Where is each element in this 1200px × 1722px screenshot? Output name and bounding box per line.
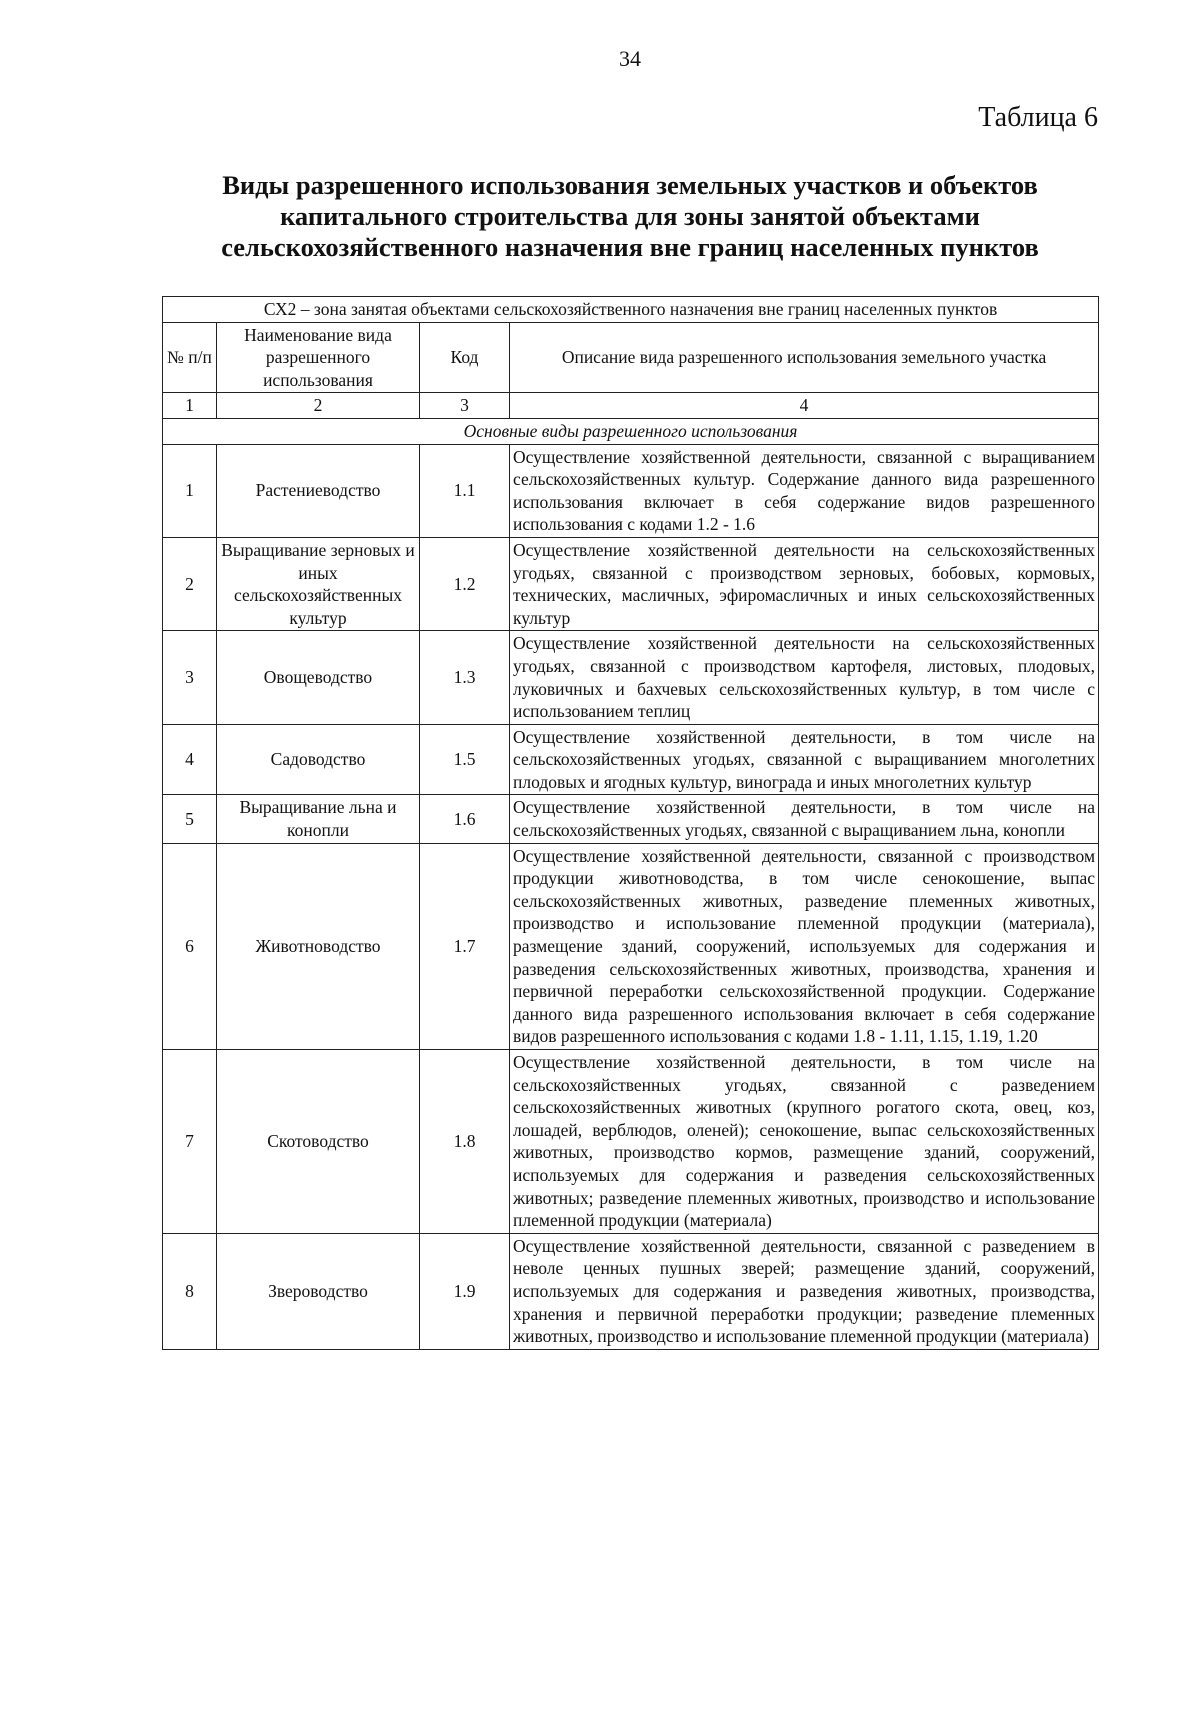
use-description: Осуществление хозяйственной деятельности, в том числе на сельскохозяйственных угодьях, связанной с разведением сельскохозяйственных животных (крупного рогатого скота, овец, коз, лошадей, верблюдов, оленей); сенокошение, выпас сельскохозяйственных животных, производство кормов, размещение зданий, сооружений, используемых для содержания и разведения сельскохозяйственных животных; разведение племенных животных, производство и использование племенной продукции (материала) xyxy=(510,1050,1099,1234)
column-index: 4 xyxy=(510,393,1099,419)
row-number: 4 xyxy=(163,724,217,795)
row-number: 7 xyxy=(163,1050,217,1234)
use-code: 1.7 xyxy=(420,843,510,1049)
use-code: 1.8 xyxy=(420,1050,510,1234)
column-header-description: Описание вида разрешенного использования земельного участка xyxy=(510,322,1099,393)
use-description: Осуществление хозяйственной деятельности на сельскохозяйственных угодьях, связанной с производством зерновых, бобовых, кормовых, технических, масличных, эфиромасличных и иных сельскохозяйственных культур xyxy=(510,537,1099,630)
use-description: Осуществление хозяйственной деятельности, в том числе на сельскохозяйственных угодьях, связанной с выращиванием льна, конопли xyxy=(510,795,1099,843)
use-code: 1.2 xyxy=(420,537,510,630)
table-row xyxy=(163,724,1099,795)
row-number: 2 xyxy=(163,537,217,630)
use-name: Животноводство xyxy=(217,843,420,1049)
use-code: 1.6 xyxy=(420,795,510,843)
use-name: Растениеводство xyxy=(217,444,420,537)
use-name: Скотоводство xyxy=(217,1050,420,1234)
row-number: 5 xyxy=(163,795,217,843)
table-row xyxy=(163,1233,1099,1349)
use-description: Осуществление хозяйственной деятельности, связанной с разведением в неволе ценных пушных зверей; размещение зданий, сооружений, используемых для содержания и разведения животных, производства, хранения и первичной переработки продукции; разведение племенных животных, производство и использование племенной продукции (материала) xyxy=(510,1233,1099,1349)
column-header-name: Наименование вида разрешенного использования xyxy=(217,322,420,393)
section-heading-row xyxy=(163,418,1099,444)
document-title: Виды разрешенного использования земельных участков и объектов капитального строительства для зоны занятой объектами сельскохозяйственного назначения вне границ населенных пунктов xyxy=(221,170,1039,262)
land-use-table xyxy=(162,296,1099,1350)
zone-heading: СХ2 – зона занятая объектами сельскохозяйственного назначения вне границ населенных пунктов xyxy=(163,297,1099,323)
use-description: Осуществление хозяйственной деятельности, связанной с производством продукции животноводства, в том числе сенокошение, выпас сельскохозяйственных животных, разведение племенных животных, производство и использование племенной продукции (материала), размещение зданий, сооружений, используемых для содержания и разведения сельскохозяйственных животных, производства, хранения и первичной переработки сельскохозяйственной продукции. Содержание данного вида разрешенного использования включает в себя содержание видов разрешенного использования с кодами 1.8 - 1.11, 1.15, 1.19, 1.20 xyxy=(510,843,1099,1049)
use-name: Садоводство xyxy=(217,724,420,795)
use-name: Выращивание зерновых и иных сельскохозяйственных культур xyxy=(217,537,420,630)
use-name: Овощеводство xyxy=(217,631,420,724)
column-index: 3 xyxy=(420,393,510,419)
use-name: Выращивание льна и конопли xyxy=(217,795,420,843)
table-row xyxy=(163,537,1099,630)
row-number: 8 xyxy=(163,1233,217,1349)
column-index: 2 xyxy=(217,393,420,419)
column-index: 1 xyxy=(163,393,217,419)
column-header-number: № п/п xyxy=(163,322,217,393)
row-number: 1 xyxy=(163,444,217,537)
use-code: 1.1 xyxy=(420,444,510,537)
use-code: 1.5 xyxy=(420,724,510,795)
column-header-code: Код xyxy=(420,322,510,393)
row-number: 3 xyxy=(163,631,217,724)
table-row xyxy=(163,631,1099,724)
row-number: 6 xyxy=(163,843,217,1049)
table-row xyxy=(163,795,1099,843)
zone-heading-row xyxy=(163,297,1099,323)
use-description: Осуществление хозяйственной деятельности, связанной с выращиванием сельскохозяйственных культур. Содержание данного вида разрешенного использования включает в себя содержание видов разрешенного использования с кодами 1.2 - 1.6 xyxy=(510,444,1099,537)
section-heading: Основные виды разрешенного использования xyxy=(163,418,1099,444)
table-row xyxy=(163,1050,1099,1234)
use-code: 1.9 xyxy=(420,1233,510,1349)
table-row xyxy=(163,843,1099,1049)
column-header-row xyxy=(163,322,1099,393)
table-row xyxy=(163,444,1099,537)
column-index-row xyxy=(163,393,1099,419)
table-label: Таблица 6 xyxy=(978,102,1098,133)
use-description: Осуществление хозяйственной деятельности на сельскохозяйственных угодьях, связанной с производством картофеля, листовых, плодовых, луковичных и бахчевых сельскохозяйственных культур, в том числе с использованием теплиц xyxy=(510,631,1099,724)
use-description: Осуществление хозяйственной деятельности, в том числе на сельскохозяйственных угодьях, связанной с выращиванием многолетних плодовых и ягодных культур, винограда и иных многолетних культур xyxy=(510,724,1099,795)
use-name: Звероводство xyxy=(217,1233,420,1349)
use-code: 1.3 xyxy=(420,631,510,724)
page-number: 34 xyxy=(619,46,641,71)
